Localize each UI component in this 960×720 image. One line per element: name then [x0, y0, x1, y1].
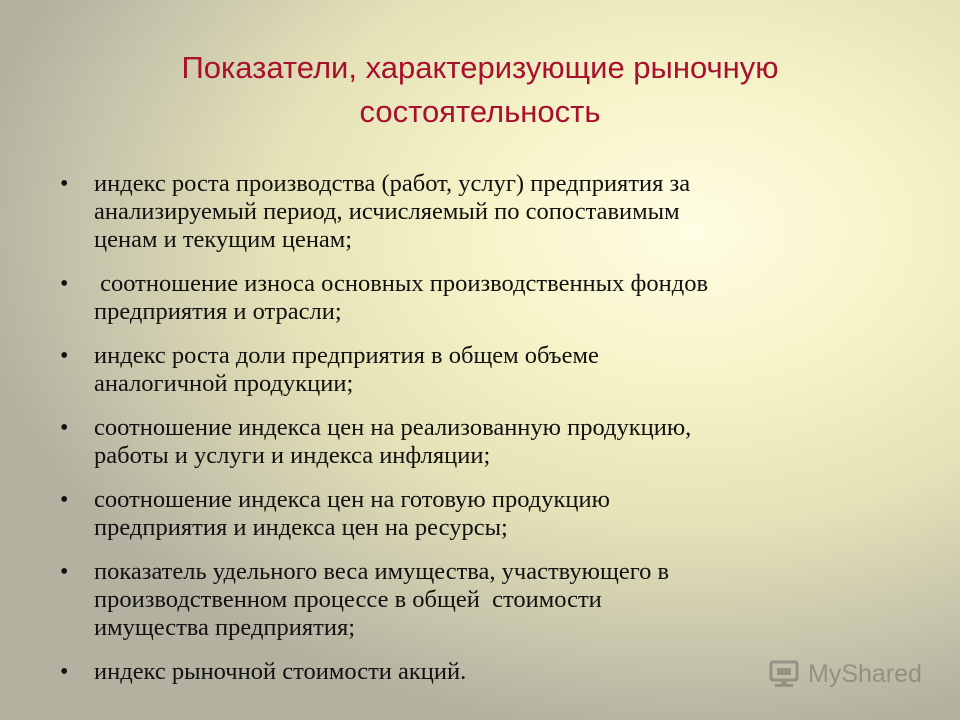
- slide-title-line-2: состоятельность: [359, 94, 601, 129]
- list-item-line: ценам и текущим ценам;: [94, 226, 353, 253]
- watermark-text: MyShared: [808, 659, 922, 688]
- myshared-logo-icon: [768, 659, 802, 689]
- list-item-line: индекс роста производства (работ, услуг) предприятия за: [94, 170, 691, 197]
- bullet-icon: •: [60, 343, 69, 369]
- list-item-line: соотношение индекса цен на реализованную продукцию,: [94, 414, 692, 441]
- slide-title: [60, 46, 900, 134]
- bullet-icon: •: [60, 559, 69, 585]
- list-item: [60, 270, 920, 326]
- list-item-line: работы и услуги и индекса инфляции;: [94, 442, 491, 469]
- list-item: [60, 170, 920, 254]
- list-item-line: анализируемый период, исчисляемый по сопоставимым: [94, 198, 680, 225]
- list-item-line: производственном процессе в общей стоимости: [94, 586, 602, 613]
- list-item-line: индекс рыночной стоимости акций.: [94, 658, 467, 685]
- list-item-line: показатель удельного веса имущества, участвующего в: [94, 558, 670, 585]
- list-item: [60, 342, 920, 398]
- list-item-line: соотношение индекса цен на готовую продукцию: [94, 486, 610, 513]
- list-item-line: индекс роста доли предприятия в общем объеме: [94, 342, 599, 369]
- list-item-line: предприятия и отрасли;: [94, 298, 342, 325]
- bullet-icon: •: [60, 271, 69, 297]
- list-item-line: соотношение износа основных производственных фондов: [94, 270, 709, 297]
- myshared-watermark: [768, 654, 922, 694]
- list-item-line: аналогичной продукции;: [94, 370, 354, 397]
- bullet-icon: •: [60, 415, 69, 441]
- indicator-list: [60, 170, 920, 702]
- bullet-icon: •: [60, 659, 69, 685]
- list-item: [60, 558, 920, 642]
- bullet-icon: •: [60, 171, 69, 197]
- bullet-icon: •: [60, 487, 69, 513]
- list-item-line: имущества предприятия;: [94, 614, 356, 641]
- list-item-line: предприятия и индекса цен на ресурсы;: [94, 514, 508, 541]
- list-item: [60, 486, 920, 542]
- slide-title-line-1: Показатели, характеризующие рыночную: [181, 50, 779, 85]
- list-item: [60, 414, 920, 470]
